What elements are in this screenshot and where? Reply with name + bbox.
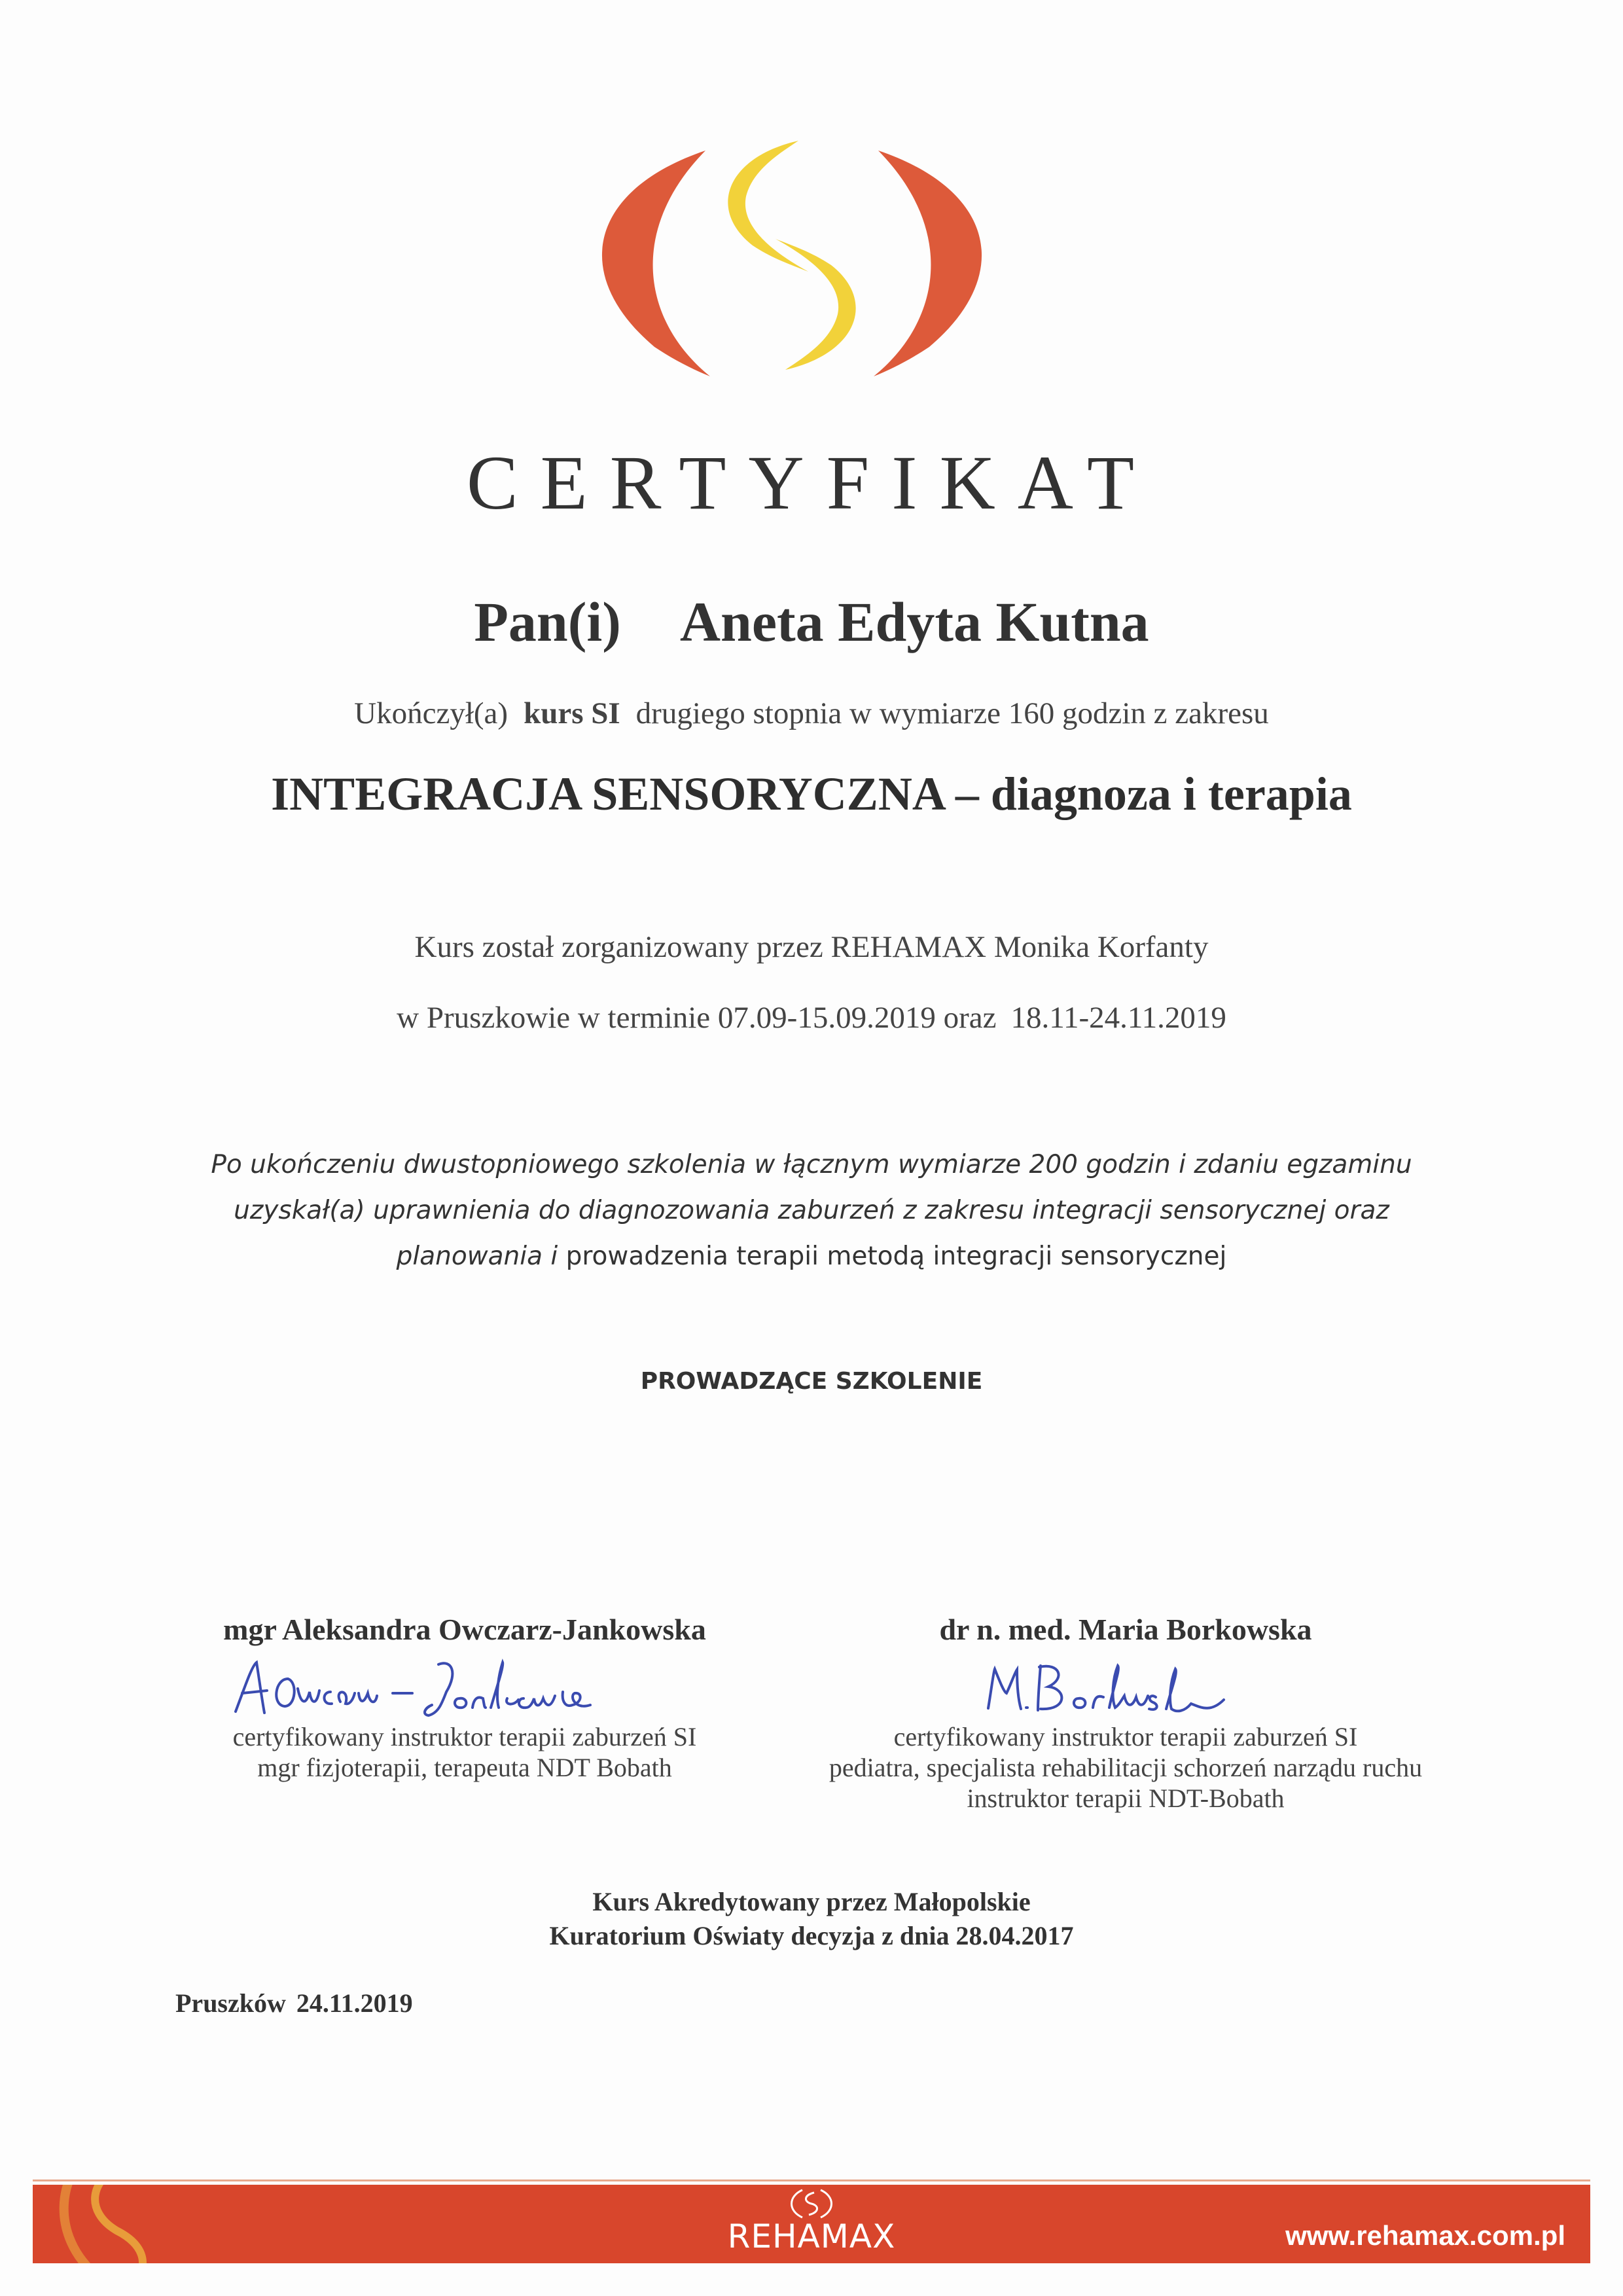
accreditation-note [0,1885,1623,1953]
qualification-line-3-italic: planowania i [396,1242,558,1271]
recipient-prefix: Pan(i) [474,590,621,653]
footer-divider [33,2179,1590,2181]
completion-before: Ukończył(a) [354,696,508,730]
completion-statement [0,696,1623,731]
signatory-desc-line: pediatra, specjalista rehabilitacji schorzeń narządu ruchu [829,1753,1423,1782]
course-dates [0,1000,1623,1035]
accreditation-line-1: Kurs Akredytowany przez Małopolskie [592,1887,1031,1916]
signatory-desc-line: certyfikowany instruktor terapii zaburzeń SI [232,1722,697,1751]
completion-course: kurs SI [524,696,620,730]
recipient-line [0,589,1623,655]
signatory-name: mgr Aleksandra Owczarz-Jankowska [223,1613,706,1646]
footer-bar [33,2185,1590,2263]
place-and-date [175,1988,413,2018]
qualification-statement [0,1142,1623,1280]
signatory-left [131,1607,798,1783]
qualification-line-3-tail: prowadzenia terapii metodą integracji sensorycznej [565,1242,1227,1271]
signature-handwritten-right [772,1653,1479,1721]
footer-brand: REHAMAX [727,2217,896,2255]
signature-handwritten-left [131,1653,798,1721]
signatory-description [131,1721,798,1783]
signatory-desc-line: instruktor terapii NDT-Bobath [967,1784,1285,1813]
signatory-description [772,1721,1479,1814]
course-name: INTEGRACJA SENSORYCZNA – diagnoza i terapia [271,768,1352,820]
signatory-desc-line: mgr fizjoterapii, terapeuta NDT Bobath [257,1753,672,1782]
place: Pruszków [175,1988,286,2018]
leaders-heading: PROWADZĄCE SZKOLENIE [640,1368,983,1395]
certificate-title: CERTYFIKAT [466,440,1157,526]
footer-watermark-logo-icon [38,2185,182,2263]
organizer-text: Kurs został zorganizowany przez REHAMAX Monika Korfanty [414,930,1209,964]
footer-logo-icon [784,2187,839,2220]
qualification-line-2: uzyskał(a) uprawnienia do diagnozowania zaburzeń z zakresu integracji sensorycznej oraz [234,1196,1389,1225]
signatory-right [772,1607,1479,1814]
dates-text: w Pruszkowie w terminie 07.09-15.09.2019 oraz [397,1001,997,1035]
recipient-name: Aneta Edyta Kutna [679,590,1149,653]
rehamax-logo-icon [563,131,1021,380]
completion-after: drugiego stopnia w wymiarze 160 godzin z zakresu [635,696,1269,730]
signatory-name: dr n. med. Maria Borkowska [939,1613,1312,1646]
accreditation-line-2: Kuratorium Oświaty decyzja z dnia 28.04.2017 [549,1921,1074,1950]
dates-second-period: 18.11-24.11.2019 [1010,1001,1226,1035]
issue-date: 24.11.2019 [296,1988,413,2018]
footer-url[interactable]: www.rehamax.com.pl [1285,2220,1565,2251]
signatory-desc-line: certyfikowany instruktor terapii zaburzeń SI [893,1722,1358,1751]
qualification-line-1: Po ukończeniu dwustopniowego szkolenia w łącznym wymiarze 200 godzin i zdaniu egzaminu [211,1150,1412,1179]
